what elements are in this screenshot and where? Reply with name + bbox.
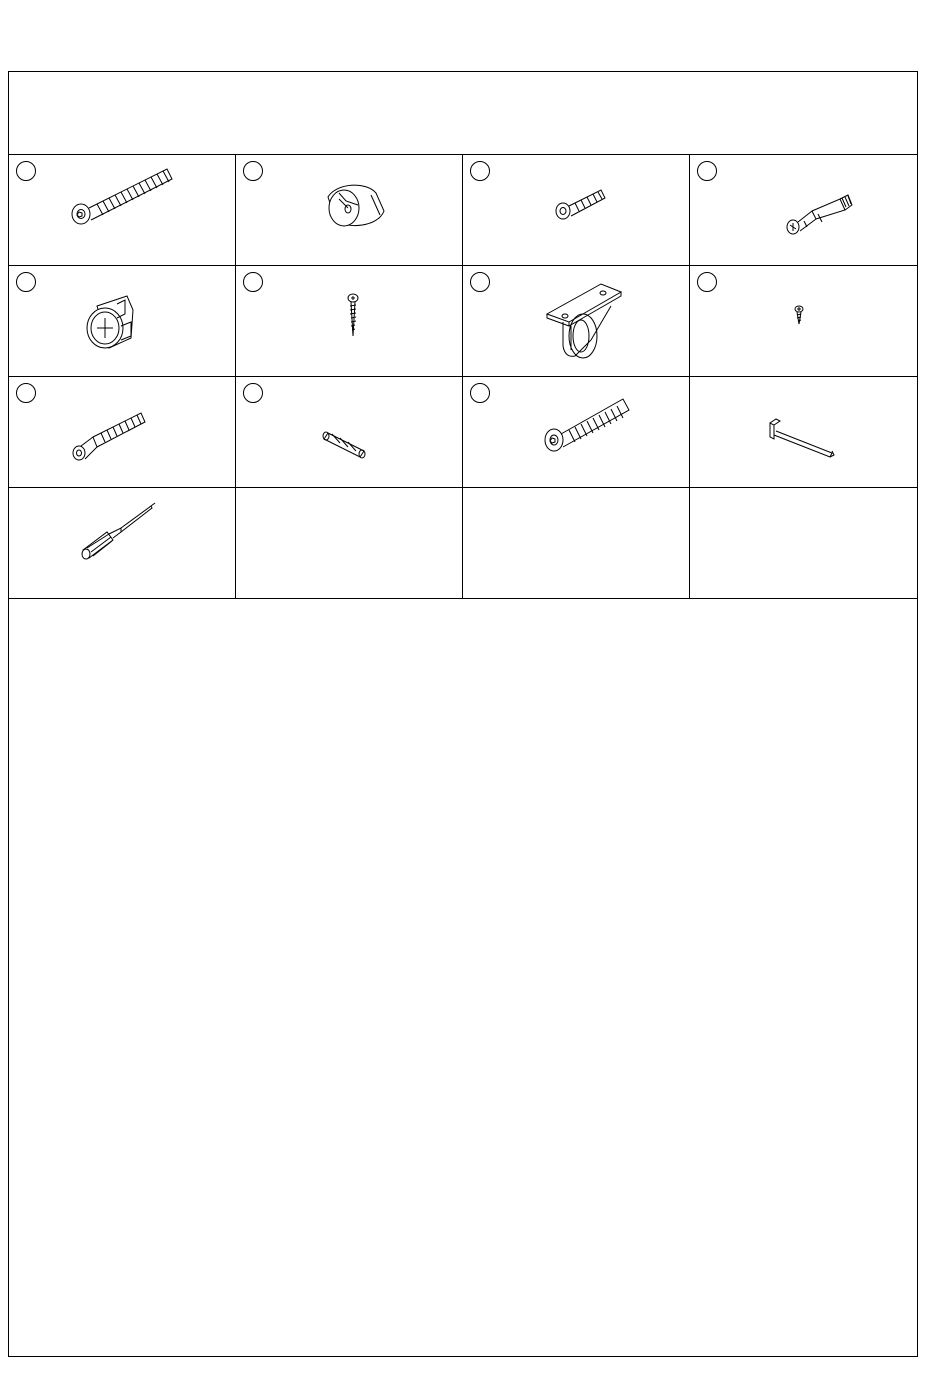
empty-cell [463,488,690,599]
screwdriver-icon [9,488,236,599]
caster-wheel-icon [463,266,690,377]
short-hex-bolt-icon [463,155,690,266]
part-cell-11 [463,377,690,488]
cam-lock-icon [9,266,236,377]
assembly-sheet [8,71,918,1357]
long-hex-bolt-icon [9,155,236,266]
wooden-dowel-icon [236,377,463,488]
part-cell-8 [690,266,917,377]
notes-area [9,599,917,1356]
cam-dowel-icon [690,155,917,266]
part-cell-4 [690,155,917,266]
wood-screw-icon [236,266,463,377]
part-cell-7 [463,266,690,377]
empty-cell [690,488,917,599]
flange-bolt-icon [463,377,690,488]
part-cell-3 [463,155,690,266]
empty-cell [236,488,463,599]
allen-key-icon [690,377,917,488]
parts-grid [9,155,917,599]
barrel-nut-icon [236,155,463,266]
part-cell-9 [9,377,236,488]
part-cell-5 [9,266,236,377]
small-screw-icon [690,266,917,377]
part-cell-10 [236,377,463,488]
connector-bolt-icon [9,377,236,488]
tool-cell-1 [690,377,917,488]
tool-cell-2 [9,488,236,599]
part-cell-6 [236,266,463,377]
header-band [9,72,917,155]
part-cell-2 [236,155,463,266]
part-cell-1 [9,155,236,266]
